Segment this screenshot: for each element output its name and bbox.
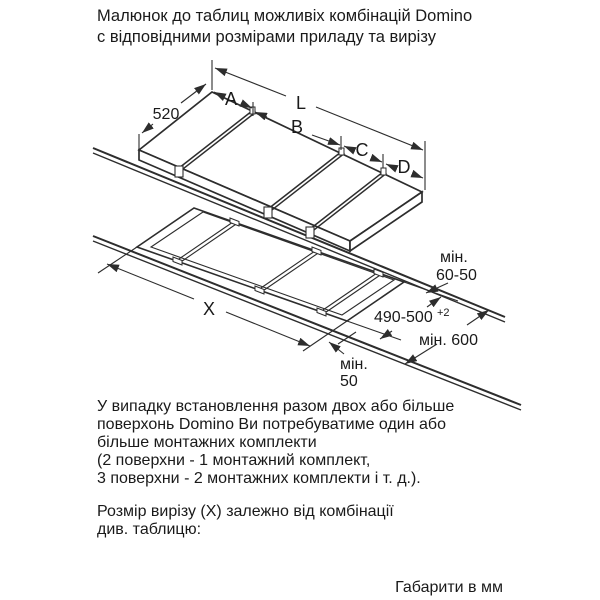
dim-label-back-clearance-value: 60-50 — [436, 267, 477, 284]
dim-label-total-width: L — [295, 93, 307, 113]
installation-note-line: більше монтажних комплекти — [97, 434, 317, 451]
installation-note-line: 3 поверхни - 2 монтажних комплекти і т. д.). — [97, 470, 421, 487]
dim-label-front-clearance-value: 50 — [340, 373, 358, 390]
installation-note — [97, 398, 557, 488]
installation-note-line: У випадку встановлення разом двох або більше — [97, 398, 455, 415]
installation-note-line: (2 поверхни - 1 монтажний комплект, — [97, 452, 371, 469]
dim-label-back-clearance-prefix: мін. — [440, 249, 468, 266]
dim-label-cutout-depth: 490-500 — [374, 309, 433, 326]
title-line-1: Малюнок до таблиц можливіх комбінацій Domino — [97, 7, 473, 25]
cutout-size-note — [97, 503, 557, 539]
dim-label-cutout-width: X — [202, 299, 216, 319]
dim-label-cutout-depth-tolerance: +2 — [437, 307, 450, 319]
units-note: Габарити в мм — [395, 579, 503, 596]
cutout-size-note-line: Розмір вирізу (X) залежно від комбінації — [97, 503, 394, 520]
installation-note-line: поверхонь Domino Ви потребуватиме один або — [97, 416, 446, 433]
dim-label-module-a: A — [224, 89, 238, 109]
title-line-2: с відповідними розмірами приладу та вирізу — [97, 28, 436, 46]
dim-label-worktop-depth: мін. 600 — [419, 332, 478, 349]
dim-label-module-c: C — [355, 140, 369, 160]
dim-label-hob-depth: 520 — [152, 106, 180, 123]
dim-label-module-b: B — [290, 117, 304, 137]
cutout-size-note-line: див. таблицю: — [97, 521, 202, 538]
dim-label-module-d: D — [397, 157, 411, 177]
dim-label-front-clearance-prefix: мін. — [340, 356, 368, 373]
